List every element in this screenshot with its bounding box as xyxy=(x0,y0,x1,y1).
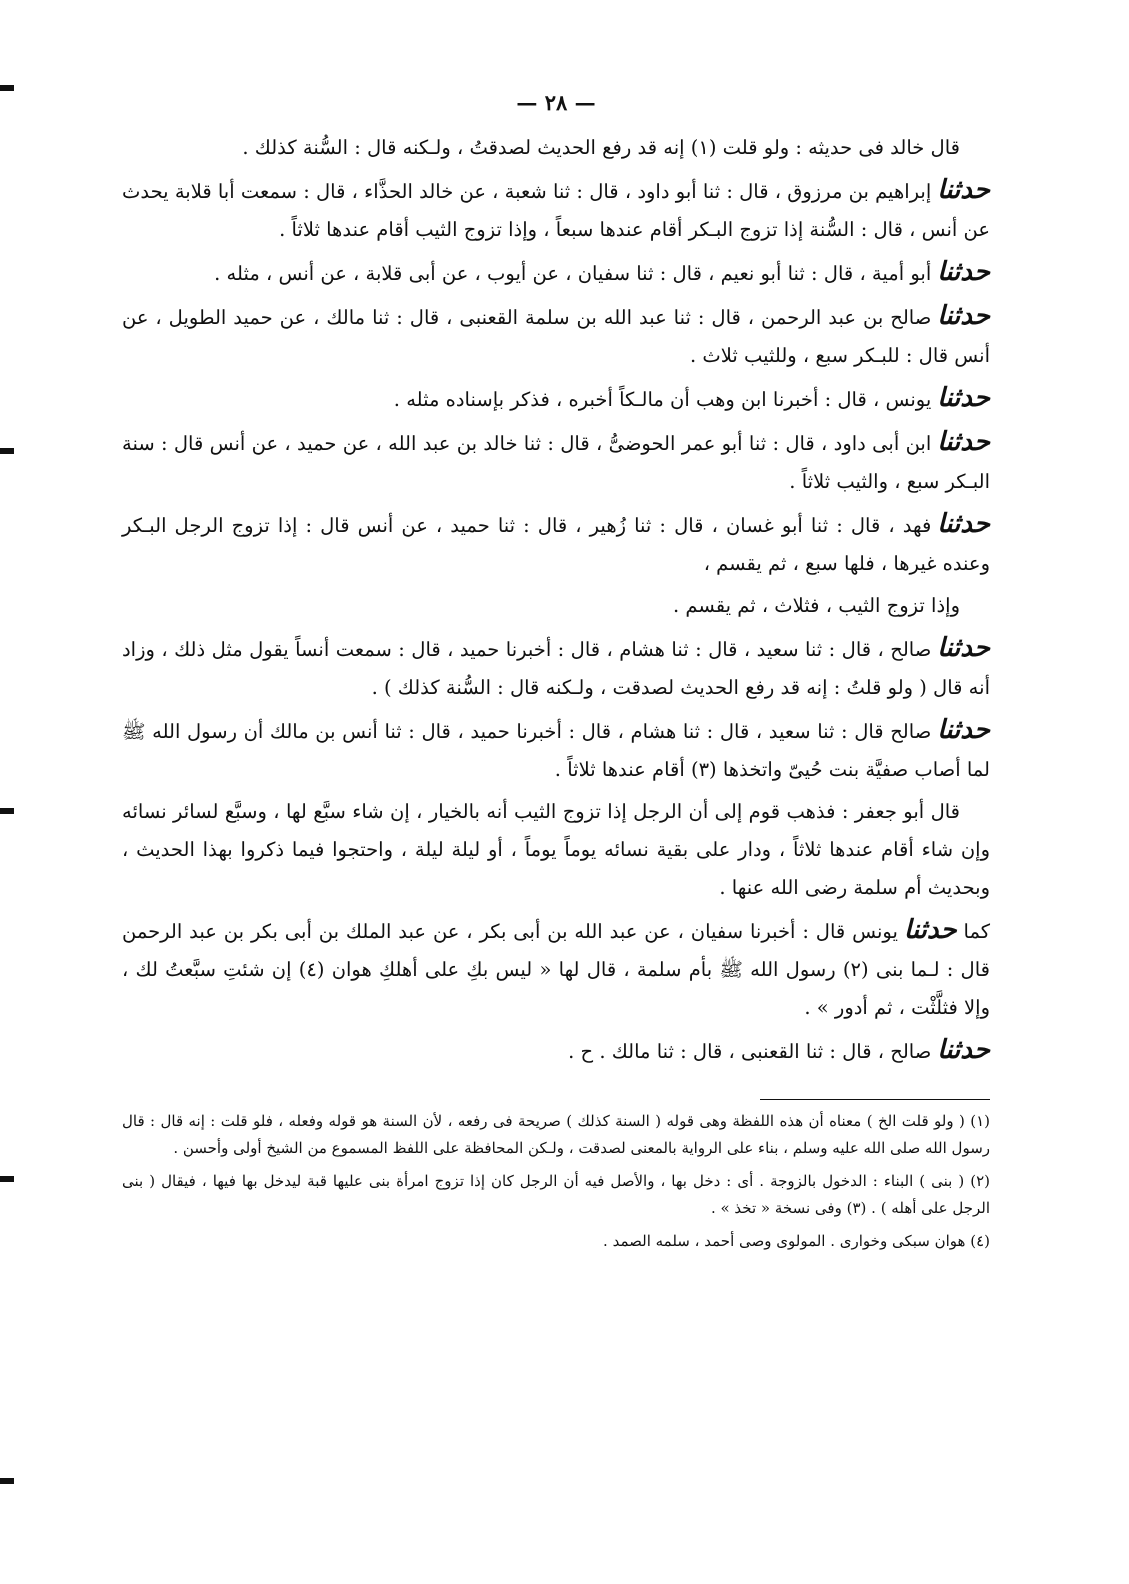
paragraph xyxy=(122,171,990,249)
paragraph-text: صالح بن عبد الرحمن ، قال : ثنا عبد الله بن سلمة القعنبى ، قال : ثنا مالك ، عن حميد الطويل ، عن أنس قال : للبـكر سبع ، وللثيب ثلاث . xyxy=(122,306,990,367)
margin-mark xyxy=(0,808,14,814)
paragraph xyxy=(122,793,990,907)
margin-mark xyxy=(0,85,14,91)
paragraph-text: إبراهيم بن مرزوق ، قال : ثنا أبو داود ، قال : ثنا شعبة ، عن خالد الحذَّاء ، قال : سمعت أبا قلابة يحدث عن أنس ، قال : السُّنة إذا تزوج البـكر أقام عندها سبعاً ، وإذا تزوج الثيب أقام عندها ثلاثاً . xyxy=(122,180,990,241)
paragraph xyxy=(122,629,990,707)
paragraph xyxy=(122,129,990,167)
footnote: (٢) ( بنى ) البناء : الدخول بالزوجة . أى : دخل بها ، والأصل فيه أن الرجل كان إذا تزوج امرأة بنى عليها قبة ليدخل بها فيها ، فيقال ( بنى الرجل على أهله ) . (٣) وفى نسخة « تخذ » . xyxy=(122,1172,990,1217)
paragraph-prefix: كما xyxy=(963,920,991,943)
paragraph xyxy=(122,911,990,1027)
margin-mark xyxy=(0,1176,14,1182)
hadith-keyword: حدثنا xyxy=(937,1035,990,1065)
hadith-keyword: حدثنا xyxy=(937,383,990,413)
paragraph-text: وإذا تزوج الثيب ، فثلاث ، ثم يقسم . xyxy=(672,594,960,617)
margin-mark xyxy=(0,1478,14,1484)
paragraph xyxy=(122,505,990,583)
paragraph-text: فهد ، قال : ثنا أبو غسان ، قال : ثنا زُهير ، قال : ثنا حميد ، عن أنس قال : إذا تزوج الرجل البـكر وعنده غيرها ، فلها سبع ، ثم يقسم ، xyxy=(122,514,990,575)
paragraph xyxy=(122,423,990,501)
hadith-keyword: حدثنا xyxy=(937,175,990,205)
paragraph xyxy=(122,253,990,293)
hadith-keyword: حدثنا xyxy=(903,915,957,945)
paragraph-text: قال خالد فى حديثه : ولو قلت (١) إنه قد رفع الحديث لصدقتُ ، ولـكنه قال : السُّنة كذلك . xyxy=(242,136,960,159)
paragraph xyxy=(122,379,990,419)
paragraph xyxy=(122,587,990,625)
hadith-keyword: حدثنا xyxy=(937,509,991,539)
paragraph-text: ابن أبى داود ، قال : ثنا أبو عمر الحوضىُّ ، قال : ثنا خالد بن عبد الله ، عن حميد ، عن أنس قال : سنة البـكر سبع ، والثيب ثلاثاً . xyxy=(122,432,990,493)
footnotes xyxy=(122,1108,990,1255)
page-number: — ٢٨ — xyxy=(516,90,596,115)
hadith-keyword: حدثنا xyxy=(937,633,990,663)
paragraph-text: صالح قال : ثنا سعيد ، قال : ثنا هشام ، قال : أخبرنا حميد ، قال : ثنا أنس بن مالك أن رسول الله ﷺ لما أصاب صفيَّة بنت حُيىّ واتخذها (٣) أقام عندها ثلاثاً . xyxy=(122,720,990,781)
hadith-keyword: حدثنا xyxy=(937,715,990,745)
paragraph xyxy=(122,297,990,375)
paragraph xyxy=(122,711,990,789)
paragraph xyxy=(122,1031,990,1071)
footnote-divider xyxy=(760,1099,990,1100)
body-text xyxy=(122,129,990,1071)
footnote: (٤) هوان سبكى وخوارى . المولوى وصى أحمد ، سلمه الصمد . xyxy=(603,1232,990,1250)
hadith-keyword: حدثنا xyxy=(937,257,990,287)
document-page xyxy=(122,90,990,1261)
margin-mark xyxy=(0,448,14,454)
paragraph-text: يونس ، قال : أخبرنا ابن وهب أن مالـكاً أخبره ، فذكر بإسناده مثله . xyxy=(393,388,932,411)
paragraph-text: صالح ، قال : ثنا سعيد ، قال : ثنا هشام ، قال : أخبرنا حميد ، قال : سمعت أنساً يقول مثل ذلك ، وزاد أنه قال ( ولو قلتُ : إنه قد رفع الحديث لصدقت ، ولـكنه قال : السُّنة كذلك ) . xyxy=(122,638,990,699)
footnote: (١) ( ولو قلت الخ ) معناه أن هذه اللفظة وهى قوله ( السنة كذلك ) صريحة فى رفعه ، لأن السنة هو قوله وفعله ، فلو قلت : إنه قال : قال رسول الله صلى الله عليه وسلم ، بناء على الرواية بالمعنى لصدقت ، ولـكن المحافظة على اللفظ المسموع من الشيخ أولى وأحسن . xyxy=(122,1112,990,1157)
paragraph-text: أبو أمية ، قال : ثنا أبو نعيم ، قال : ثنا سفيان ، عن أيوب ، عن أبى قلابة ، عن أنس ، مثله . xyxy=(214,262,932,285)
hadith-keyword: حدثنا xyxy=(937,427,990,457)
paragraph-text: قال أبو جعفر : فذهب قوم إلى أن الرجل إذا تزوج الثيب أنه بالخيار ، إن شاء سبَّع لها ، وسبَّع لسائر نسائه وإن شاء أقام عندها ثلاثاً ، ودار على بقية نسائه يوماً يوماً ، أو ليلة ليلة ، واحتجوا فيما ذكروا بهذا الحديث ، وبحديث أم سلمة رضى الله عنها . xyxy=(122,800,990,899)
paragraph-text: صالح ، قال : ثنا القعنبى ، قال : ثنا مالك . ح . xyxy=(568,1040,932,1063)
paragraph-text: يونس قال : أخبرنا سفيان ، عن عبد الله بن أبى بكر ، عن عبد الملك بن أبى بكر بن عبد الرحمن قال : لـما بنى (٢) رسول الله ﷺ بأم سلمة ، قال لها « ليس بكِ على أهلكِ هوان (٤) إن شئتِ سبَّعتُ لك ، وإلا فثلَّثْت ، ثم أدور » . xyxy=(122,920,990,1019)
hadith-keyword: حدثنا xyxy=(937,301,990,331)
